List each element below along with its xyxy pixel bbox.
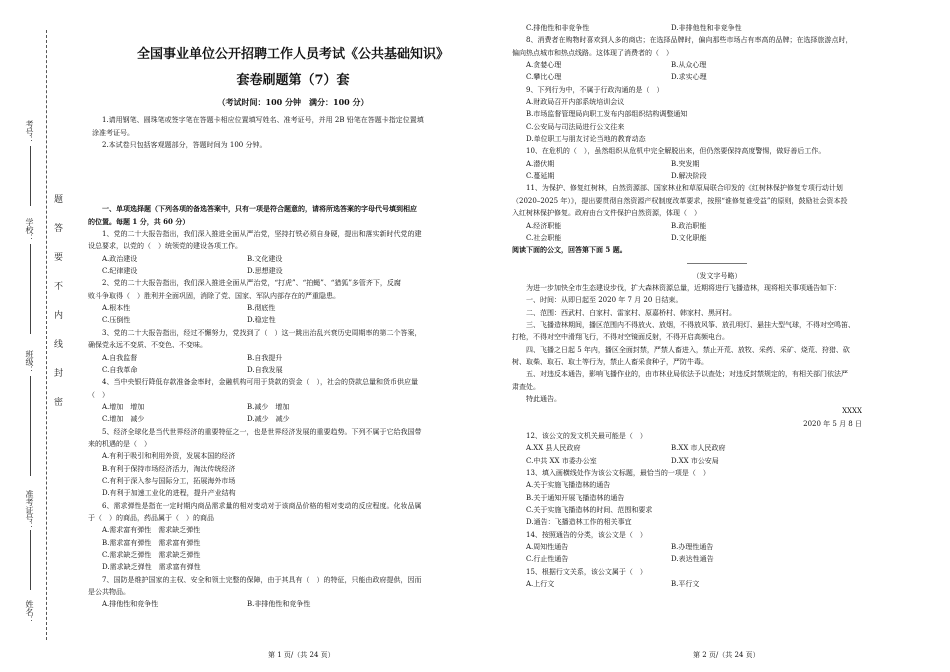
option-text: D.XX 市公安局 — [671, 456, 719, 465]
text-line: （ ） — [88, 390, 109, 399]
text-line: 三、飞播造林期间，播区范围内不得放火、放烟，不得放风筝、放孔明灯、悬挂大型气球，不得对空鸣笛、 — [526, 320, 855, 329]
option-text: D.思想建设 — [247, 267, 283, 276]
text-line: C.有利于深入参与国际分工，拓展海外市场 — [102, 476, 236, 485]
text-line: 一、时间：从即日起至 2020 年 7 月 20 日结束。 — [526, 296, 683, 305]
option-text: C.行止性通告 — [526, 555, 569, 564]
seal-char: 答 — [54, 224, 64, 234]
section-heading: 一、单项选择题（下列各项的备选答案中，只有一项是符合题意的，请将所选答案的字母代号填到相应 — [102, 204, 417, 214]
text-line: 肃查处。 — [512, 382, 540, 391]
text-line: 13、填入画横线处作为该公文标题，最恰当的一项是（ ） — [526, 469, 710, 478]
text-line: 11、为保护、修复红树林，自然资源部、国家林业和草原局联合印发的《红树林保护修复专项行动计划 — [526, 184, 843, 193]
school-label: 学校： — [25, 218, 34, 242]
option-text: B.减少 增加 — [247, 402, 290, 411]
option-text: A.自我监督 — [102, 353, 138, 362]
option-text: B.文化建设 — [247, 254, 283, 263]
option-row — [512, 220, 922, 232]
seal-dashed-line — [46, 30, 47, 640]
option-row — [512, 553, 922, 565]
instruction-line: 2.本试卷只包括客观题部分，答题时间为 100 分钟。 — [102, 141, 267, 150]
text-line: 15、根据行文关系，该公文属于（ ） — [526, 567, 647, 576]
text-line: XXXX — [842, 407, 862, 416]
option-text: A.潜伏期 — [526, 159, 555, 168]
option-row — [512, 71, 922, 83]
text-line: 特此通告。 — [526, 394, 561, 403]
instruction-line: 涂准考证号。 — [92, 128, 134, 137]
seal-char: 密 — [54, 398, 64, 408]
option-text: D.非排他性和非竞争性 — [671, 24, 742, 32]
option-text: C.压倒性 — [102, 316, 131, 325]
text-line: C.关于实施飞播造林的时间、范围和要求 — [526, 506, 653, 515]
text-line: D.有利于加速工业化的进程，提升产业结构 — [102, 489, 236, 498]
text-line: 5、经济全球化是当代世界经济的重要特征之一，也是世界经济发展的重要趋势。下列不属于它给我国带 — [102, 427, 422, 436]
text-line: 确保党永远不变质、不变色、不变味。 — [88, 341, 207, 350]
option-row — [512, 578, 922, 590]
name-label: 姓名： — [25, 600, 34, 624]
option-text: C.自我革命 — [102, 365, 138, 374]
option-row — [88, 265, 498, 277]
option-row — [512, 442, 922, 454]
text-line: B.需求富有弹性 需求富有弹性 — [102, 538, 201, 547]
text-line: C.公安局与司法局进行公文往来 — [526, 122, 625, 131]
instruction-line: 1.请用钢笔、圆珠笔或签字笔在答题卡相应位置填写姓名、准考证号，并用 2B 铅笔在答题卡指定位置填 — [102, 116, 424, 125]
option-text: C.增加 减少 — [102, 415, 145, 424]
text-line: A.财政局召开内部系统培训会议 — [526, 98, 625, 107]
text-line: 阅读下面的公文，回答第下面 5 题。 — [512, 245, 627, 255]
option-text: A.根本性 — [102, 304, 131, 313]
school-blank — [30, 244, 31, 334]
class-label: 班级： — [25, 350, 34, 374]
text-line: B.有利于保持市场经济活力，淘汰传统经济 — [102, 464, 236, 473]
option-row — [512, 22, 922, 34]
text-line: 12、该公文的发文机关最可能是（ ） — [526, 432, 647, 440]
seal-char: 封 — [54, 369, 64, 379]
seal-char: 不 — [54, 282, 64, 292]
exam-number-label: 考号： — [25, 120, 34, 144]
text-line: 6、需求弹性是指在一定时期内商品需求量的相对变动对于该商品价格的相对变动的反应程度。化妆品属 — [102, 501, 422, 510]
option-text: B.办理性通告 — [671, 543, 714, 552]
text-line: 是公共物品。 — [88, 588, 130, 597]
text-line: D.单位职工与朋友讨论当地的教育动态 — [526, 135, 646, 144]
text-line: 7、国防是维护国家的主权、安全和领土完整的保障，由于其具有（ ）的特征，只能由政府提供，因而 — [102, 575, 422, 584]
option-row — [512, 170, 922, 182]
text-line: 于（ ）的商品，药品属于（ ）的商品 — [88, 513, 214, 522]
text-line: B.关于通知开展飞播造林的通告 — [526, 493, 625, 502]
id-label: 准考证号： — [25, 490, 34, 530]
option-text: C.纪律建设 — [102, 267, 138, 276]
seal-char: 内 — [54, 311, 64, 321]
binding-margin — [0, 0, 64, 672]
option-row — [512, 541, 922, 553]
text-line: 五、对违反本通告，影响飞播作业的，由市林业局依法予以查处；对违反封禁规定的，有相关部门依法严 — [526, 370, 848, 379]
option-text: C.蔓延期 — [526, 172, 555, 181]
option-text: B.政治职能 — [671, 221, 707, 230]
text-line: 为进一步加快全市生态建设步伐，扩大森林资源总量，近期将进行飞播造林，现将相关事项通告如下： — [526, 283, 841, 292]
page-footer-left: 第 1 页/（共 24 页） — [268, 651, 335, 659]
option-row — [88, 302, 498, 314]
text-line: 树、取柴、取石、取土等行为，禁止人畜采食种子，严防牛毒。 — [512, 357, 708, 366]
option-text: C.社会职能 — [526, 233, 562, 242]
option-text: A.排他性和竞争性 — [102, 600, 159, 609]
text-line: 二、范围：西武村、白家村、雷家村、原嘉桥村、韩家村、黑河村。 — [526, 308, 736, 317]
text-line: 4、当中央银行降低存款准备金率时，金融机构可用于贷款的资金（ ），社会的贷款总量和货币供应量 — [102, 378, 418, 387]
id-blank — [30, 530, 31, 590]
option-text: B.突发期 — [671, 159, 700, 168]
exam-title: 全国事业单位公开招聘工作人员考试《公共基础知识》 — [136, 47, 449, 62]
option-text: B.非排他性和竞争性 — [247, 600, 311, 609]
text-line: D.通告：飞播造林工作的相关事宜 — [526, 518, 632, 527]
option-row — [88, 401, 498, 413]
text-line: 9、下列行为中，不属于行政沟通的是（ ） — [526, 85, 664, 94]
option-row — [88, 598, 498, 610]
option-text: B.平行文 — [671, 580, 700, 589]
text-line: A.需求富有弹性 需求缺乏弹性 — [102, 526, 201, 535]
text-line: 14、按照通告的分类，该公文是（ ） — [526, 530, 647, 539]
option-text: C.排他性和非竞争性 — [526, 24, 590, 32]
option-row — [88, 253, 498, 265]
text-line: 1、党的二十大报告指出，我们深入推进全面从严治党，坚持打铁必须自身硬，提出和落实新时代党的建 — [102, 230, 422, 239]
option-text: A.增加 增加 — [102, 402, 145, 411]
text-line: 来的机遇的是（ ） — [88, 439, 151, 448]
exam-meta: （考试时间：100 分钟 满分：100 分） — [217, 97, 369, 107]
option-text: D.减少 减少 — [247, 415, 290, 424]
option-text: A.周知性通告 — [526, 543, 569, 552]
text-line: 8、消费者在购物时喜欢到人多的商店；在选择品牌时，偏向那些市场占有率高的品牌；在选择旅游点时， — [526, 36, 853, 45]
seal-char: 线 — [54, 340, 64, 350]
exam-subtitle: 套卷刷题第（7）套 — [236, 73, 350, 88]
option-text: A.上行文 — [526, 580, 555, 589]
option-row — [88, 314, 498, 326]
text-line: 四、飞播之日起 5 年内，播区全面封禁，严禁人畜进入，禁止开荒、放牧、采药、采矿、烧荒、狩猎、砍 — [526, 345, 850, 354]
text-line: 偏向热点城市和热点线路。这体现了消费者的（ ） — [512, 48, 673, 57]
exam-number-blank — [30, 146, 31, 206]
text-line: A.关于实施飞播造林的通告 — [526, 481, 611, 490]
title-blank-line — [687, 263, 747, 264]
seal-char: 题 — [54, 195, 64, 205]
text-line: 2020 年 5 月 8 日 — [803, 419, 862, 428]
option-row — [88, 364, 498, 376]
option-row — [512, 232, 922, 244]
option-text: B.XX 市人民政府 — [671, 444, 726, 453]
option-row — [88, 413, 498, 425]
option-text: B.从众心理 — [671, 61, 707, 70]
text-line: 败斗争取得（ ）胜利并全面巩固，消除了党、国家、军队内部存在的严重隐患。 — [88, 291, 340, 300]
text-line: 设总要求，以党的（ ）统领党的建设各项工作。 — [88, 242, 242, 251]
option-text: B.彻底性 — [247, 304, 276, 313]
text-line: 2、党的二十大报告指出，我们深入推进全面从严治党，“打虎”、“拍蝇”、“猎狐”多管齐下，反腐 — [102, 279, 401, 288]
option-text: D.表达性通告 — [671, 555, 714, 564]
text-line: B.市场监督管理局向职工发布内部组织结构调整通知 — [526, 110, 688, 119]
option-text: C.攀比心理 — [526, 73, 562, 82]
option-row — [512, 158, 922, 170]
text-line: C.需求缺乏弹性 需求缺乏弹性 — [102, 551, 201, 559]
text-line: 10、在危机的（ ），虽然组织从危机中完全解脱出来，但仍然要保持高度警惕，做好善后工作。 — [526, 147, 826, 156]
option-text: B.自我提升 — [247, 353, 283, 362]
class-blank — [30, 376, 31, 476]
text-line: A.有利于吸引和利用外资，发展本国的经济 — [102, 452, 236, 461]
page-footer-right: 第 2 页/（共 24 页） — [693, 651, 760, 659]
seal-char: 要 — [54, 253, 64, 263]
option-text: A.经济职能 — [526, 221, 562, 230]
option-text: D.自我发展 — [247, 365, 283, 374]
option-row — [88, 352, 498, 364]
text-line: 打枪，不得对空中滑翔飞行，不得对空镜面反射，不得开启高频电台。 — [512, 333, 729, 342]
left-questions — [88, 228, 498, 611]
text-line: （2020–2025 年）》，提出要贯彻自然资源产权制度改革要求，按照“谁修复谁受益”的原则，鼓励社会资本投 — [512, 196, 848, 205]
option-text: A.XX 县人民政府 — [526, 444, 581, 453]
right-questions — [512, 22, 922, 590]
option-text: C.中共 XX 市委办公室 — [526, 456, 597, 465]
text-line: D.需求缺乏弹性 需求富有弹性 — [102, 563, 201, 572]
left-column — [88, 22, 498, 611]
option-text: D.求实心理 — [671, 73, 707, 82]
right-column — [512, 22, 922, 590]
section-heading: 的位置。每题 1 分，共 60 分） — [88, 216, 190, 226]
option-text: A.贪婪心理 — [526, 61, 562, 70]
text-line: 3、党的二十大报告指出，经过不懈努力，党找到了（ ）这一跳出治乱兴衰历史周期率的第二个答案， — [102, 328, 422, 337]
text-line: 入红树林保护修复。政府由台文件保护自然资源，体现（ ） — [512, 209, 701, 218]
option-row — [512, 59, 922, 71]
option-text: D.文化职能 — [671, 233, 707, 242]
option-text: D.解决阶段 — [671, 172, 707, 181]
option-text: A.政治建设 — [102, 254, 138, 263]
option-row — [512, 455, 922, 467]
option-text: D.稳定性 — [247, 316, 276, 325]
text-line: （发文字号略） — [692, 271, 742, 280]
